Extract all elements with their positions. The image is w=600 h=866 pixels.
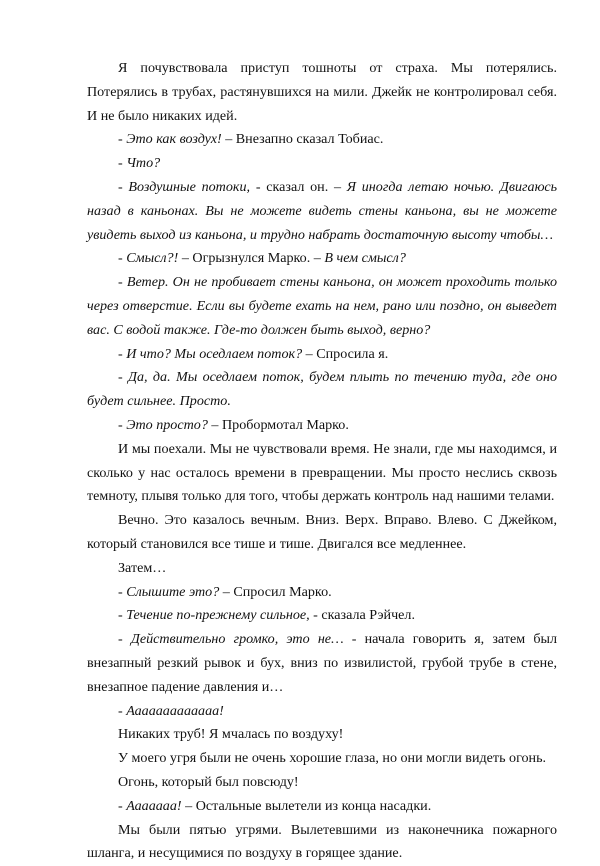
dialogue-text: - Смысл?! <box>118 250 178 266</box>
dialogue-text: - Это как воздух! <box>118 131 222 147</box>
paragraph <box>87 176 557 247</box>
paragraph <box>87 795 557 819</box>
dialogue-text: - Ааааааа! <box>118 798 182 814</box>
paragraph <box>87 723 557 747</box>
narration-text: Я почувствовала приступ тошноты от страха. Мы потерялись. Потерялись в трубах, растянувшихся на мили. Джейк не контролировал себя. И не было никаких идей. <box>87 60 557 124</box>
narration-text: – Остальные вылетели из конца насадки. <box>182 798 432 814</box>
paragraph <box>87 581 557 605</box>
paragraph <box>87 509 557 557</box>
narration-text: – Пробормотал Марко. <box>208 417 349 433</box>
dialogue-text: - И что? Мы оседлаем поток? <box>118 346 302 362</box>
narration-text: - сказал он. – <box>250 179 347 195</box>
paragraph <box>87 747 557 771</box>
dialogue-text: В чем смысл? <box>324 250 406 266</box>
paragraph <box>87 414 557 438</box>
narration-text: Никаких труб! Я мчалась по воздуху! <box>118 726 343 742</box>
narration-text: Вечно. Это казалось вечным. Вниз. Верх. Вправо. Влево. С Джейком, который становился все тише и тише. Двигался все медленнее. <box>87 512 557 552</box>
paragraph <box>87 438 557 509</box>
dialogue-text: Я иногда летаю ночью. Двигаюсь назад в каньонах. Вы не можете видеть стены каньона, вы не можете увидеть выход из каньона, и трудно набрать достаточную высоту чтобы… <box>87 179 557 243</box>
dialogue-text: - Что? <box>118 155 160 171</box>
dialogue-text: - Это просто? <box>118 417 208 433</box>
paragraph <box>87 152 557 176</box>
paragraph <box>87 343 557 367</box>
narration-text: – Огрызнулся Марко. – <box>178 250 324 266</box>
dialogue-text: - Ветер. Он не пробивает стены каньона, он может проходить только через отверстие. Если вы будете ехать на нем, рано или поздно, он выведет вас. С водой также. Где-то должен быть выход, верно? <box>87 274 557 338</box>
narration-text: – Спросил Марко. <box>219 584 331 600</box>
narration-text: Огонь, который был повсюду! <box>118 774 299 790</box>
dialogue-text: - Слышите это? <box>118 584 219 600</box>
narration-text: Мы были пятью угрями. Вылетевшими из наконечника пожарного шланга, и несущимися по воздуху в горящее здание. <box>87 822 557 862</box>
paragraph <box>87 128 557 152</box>
paragraph <box>87 366 557 414</box>
narration-text: – Спросила я. <box>302 346 388 362</box>
paragraph <box>87 771 557 795</box>
narration-text: У моего угря были не очень хорошие глаза, но они могли видеть огонь. <box>118 750 546 766</box>
narration-text: И мы поехали. Мы не чувствовали время. Не знали, где мы находимся, и сколько у нас осталось времени в превращении. Мы просто неслись сквозь темноту, плывя только для того, чтобы держать контроль над нашими телами. <box>87 441 557 505</box>
dialogue-text: - Действительно громко, это не… <box>118 631 344 647</box>
paragraph <box>87 628 557 699</box>
narration-text: - начала говорить я, затем был внезапный резкий рывок и бух, вниз по извилистой, грубой трубе в стене, внезапное падение давления и… <box>87 631 557 695</box>
paragraph <box>87 819 557 866</box>
dialogue-text: - Да, да. Мы оседлаем поток, будем плыть по течению туда, где оно будет сильнее. Просто. <box>87 369 557 409</box>
paragraph <box>87 57 557 128</box>
paragraph <box>87 557 557 581</box>
paragraph <box>87 604 557 628</box>
dialogue-text: - Воздушные потоки, <box>118 179 250 195</box>
paragraph <box>87 700 557 724</box>
dialogue-text: - Ааааааааааааа! <box>118 703 224 719</box>
paragraph <box>87 247 557 271</box>
paragraph <box>87 271 557 342</box>
dialogue-text: - Течение по-прежнему сильное, <box>118 607 310 623</box>
narration-text: - сказала Рэйчел. <box>310 607 415 623</box>
document-body <box>87 57 557 866</box>
document-page <box>87 57 557 866</box>
narration-text: Затем… <box>118 560 166 576</box>
narration-text: – Внезапно сказал Тобиас. <box>222 131 384 147</box>
